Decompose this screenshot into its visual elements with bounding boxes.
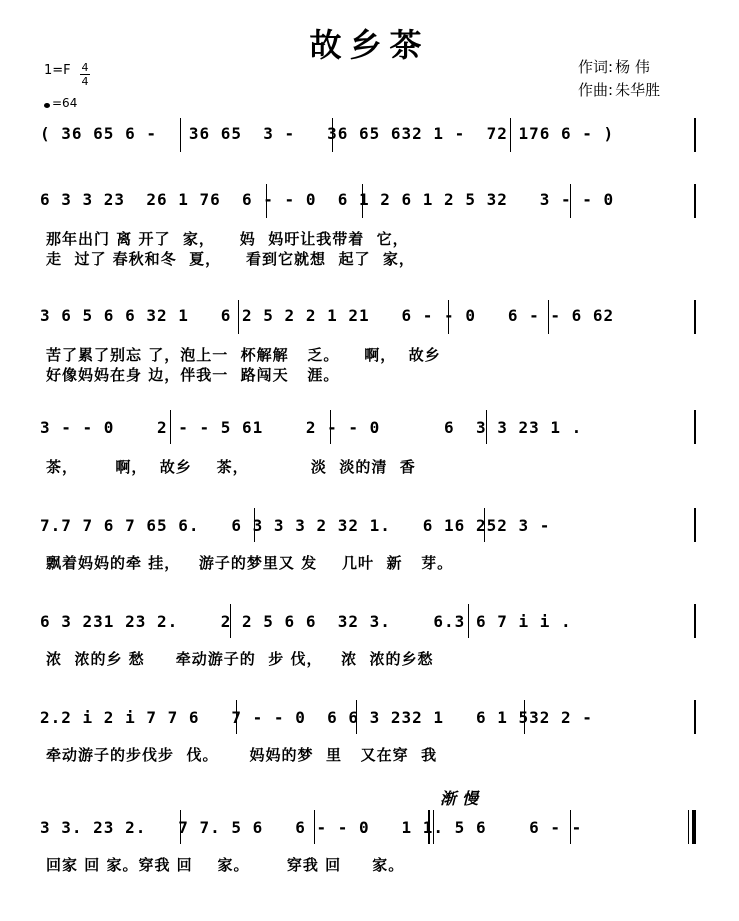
time-bottom: 4 bbox=[81, 75, 89, 88]
lyric-row-3-verse-1: 苦了累了别忘 了，泡上一 杯解解 乏。 啊， 故乡 bbox=[46, 346, 441, 364]
notation-row-6: 6 3 231 23 2. 2 2 5 6 6 32 3. 6.3 6 7 i i . bbox=[40, 612, 572, 631]
tempo bbox=[44, 96, 77, 110]
lyric-row-6-verse-1: 浓 浓的乡 愁 牵动游子的 步 伐， 浓 浓的乡愁 bbox=[46, 650, 434, 668]
lyricist-line bbox=[578, 56, 660, 79]
time-top: 4 bbox=[81, 61, 89, 74]
notation-row-7: 2.2 i 2 i 7 7 6 7 - - 0 6 6 3 232 1 6 1 532 2 - bbox=[40, 708, 593, 727]
notation-row-4: 3 - - 0 2 - - 5 61 2 - - 0 6 3 3 23 1 . bbox=[40, 418, 583, 437]
lyric-row-7-verse-1: 牵动游子的步伐步 伐。 妈妈的梦 里 又在穿 我 bbox=[46, 746, 438, 764]
notation-row-3: 3 6 5 6 6 32 1 6 2 5 2 2 1 21 6 - - 0 6 - - 6 62 bbox=[40, 306, 615, 325]
notation-row-1: ( 36 65 6 - 36 65 3 - 36 65 632 1 - 72 176 6 - ) bbox=[40, 124, 615, 143]
time-signature bbox=[80, 62, 90, 87]
tempo-value: =64 bbox=[52, 96, 78, 110]
quarter-note-icon bbox=[44, 103, 50, 108]
key-label: 1=F bbox=[44, 63, 71, 78]
lyricist-label: 作词: bbox=[578, 58, 614, 76]
song-title: 故乡茶 bbox=[309, 26, 430, 64]
lyric-row-2-verse-2: 走 过了 春秋和冬 夏， 看到它就想 起了 家， bbox=[46, 250, 415, 268]
lyric-row-3-verse-2: 好像妈妈在身 边，伴我一 路闯天 涯。 bbox=[46, 366, 340, 384]
key-signature bbox=[44, 61, 89, 88]
tempo-marking: 渐慢 bbox=[440, 789, 485, 808]
lyric-row-4-verse-1: 茶， 啊， 故乡 茶， 淡 淡的清 香 bbox=[46, 458, 416, 476]
notation-row-2: 6 3 3 23 26 1 76 6 - - 0 6 1 2 6 1 2 5 32 3 - - 0 bbox=[40, 190, 615, 209]
lyric-row-2-verse-1: 那年出门 离 开了 家， 妈 妈吁让我带着 它， bbox=[46, 230, 409, 248]
lyric-row-5-verse-1: 飘着妈妈的牵 挂， 游子的梦里又 发 几叶 新 芽。 bbox=[46, 554, 454, 572]
lyric-row-8-verse-1: 回家 回 家。穿我 回 家。 穿我 回 家。 bbox=[46, 856, 405, 874]
composer-name: 朱华胜 bbox=[615, 81, 661, 99]
lyricist-name: 杨 伟 bbox=[615, 58, 650, 76]
composer-label: 作曲: bbox=[578, 81, 614, 99]
notation-row-5: 7.7 7 6 7 65 6. 6 3 3 3 2 32 1. 6 16 252 3 - bbox=[40, 516, 551, 535]
notation-row-8: 3 3. 23 2. 7 7. 5 6 6 - - 0 1 1. 5 6 6 - - bbox=[40, 818, 583, 837]
composer-line bbox=[578, 79, 660, 102]
credits bbox=[578, 56, 660, 102]
